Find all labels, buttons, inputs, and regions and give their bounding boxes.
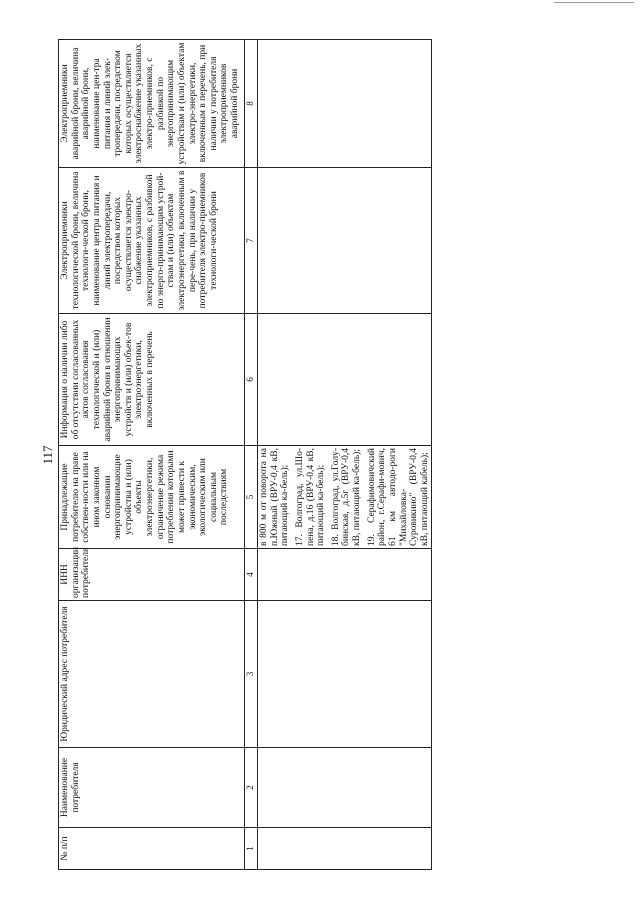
header-cell-reserve-acts: Информация о наличии либо об отсутствии согласованных актов согласования технологической и (или) аварийной брони в отношении энергопринимающих устройств и (или) объек-тов электроэнергетики, включенных в перечень — [59, 314, 245, 446]
address-entry: в 800 м от поворота на п.Южный (ВРУ-0,4 кВ, питающий ка-бель); — [259, 448, 291, 546]
header-cell-emergency-reserve: Электроприемники аварийной брони, величина аварийной брони, наименование цен-тра питания и линий элек-тропередачи, посредством которых осуществляется электроснабжение указанных электро-приемников, с разбивкой по энергопринимающим устройствам и (или) объектам электро-энергетики, включенным в перечень, при наличии у потребителя электроприемников аварийной брони — [59, 40, 245, 168]
column-number: 8 — [245, 40, 258, 168]
cell-legal-address-empty — [258, 601, 432, 748]
address-entry: 19. Серафимовичский район, г.Серафи-мович, 61 км автодо-роги "Михайловка-Суровикино" (ВРУ-0,4 кВ, питающий кабель); — [366, 448, 430, 546]
header-cell-legal-address: Юридический адрес потребителя — [59, 601, 245, 748]
column-number: 3 — [245, 601, 258, 748]
header-cell-inn: ИНН организации потребителя — [59, 549, 245, 601]
cell-emergency-reserve-empty — [258, 40, 432, 168]
address-entry: 18. Волгоград, ул.Голу-бинская, д.5г (ВРУ-0,4 кВ, питающий ка-бель); — [330, 448, 362, 546]
address-entry: 17. Волгоград, ул.Шо-пена, д.16 (ВРУ-0,4 кВ, питающий ка-бель); — [294, 448, 327, 546]
header-cell-consumer-name: Наименование потребителя — [59, 748, 245, 828]
cell-consumer-name-empty — [258, 748, 432, 828]
rotated-table-container — [58, 40, 430, 870]
column-number: 4 — [245, 549, 258, 601]
column-number: 6 — [245, 314, 258, 446]
column-number-row — [245, 40, 258, 870]
cell-inn-empty — [258, 549, 432, 601]
table-row — [258, 40, 432, 870]
column-number: 2 — [245, 748, 258, 828]
cell-devices — [258, 446, 432, 549]
cell-technological-reserve-empty — [258, 168, 432, 314]
column-number: 7 — [245, 168, 258, 314]
column-number: 1 — [245, 828, 258, 870]
header-row — [59, 40, 245, 870]
consumer-table — [58, 39, 432, 870]
cell-reserve-acts-empty — [258, 314, 432, 446]
column-number: 5 — [245, 446, 258, 549]
cell-number-empty — [258, 828, 432, 870]
header-cell-devices: Принадлежащие потребителю на праве собствен-ности или на ином законном основании энергопринимающие устройства и (или) объекты электроэнергетики, ограничение режима потребления которыми может привести к экономическим, экологическим или социальным последствиям — [59, 446, 245, 549]
corner-line — [554, 2, 634, 3]
page-number: 117 — [40, 445, 55, 465]
header-cell-technological-reserve: Электроприемники технологической брони, величина технологи-ческой брони, наименование центра питания и линий электропередачи, посредством которых осуществляется электро-снабжение указанных электроприемников, с разбивкой по энерго-принимающим устрой-ствам и (или) объектам электроэнергетики, включенным в пере-чень, при наличии у потребителя электро-приемников технологи-ческой брони — [59, 168, 245, 314]
header-cell-number: № п/п — [59, 828, 245, 870]
